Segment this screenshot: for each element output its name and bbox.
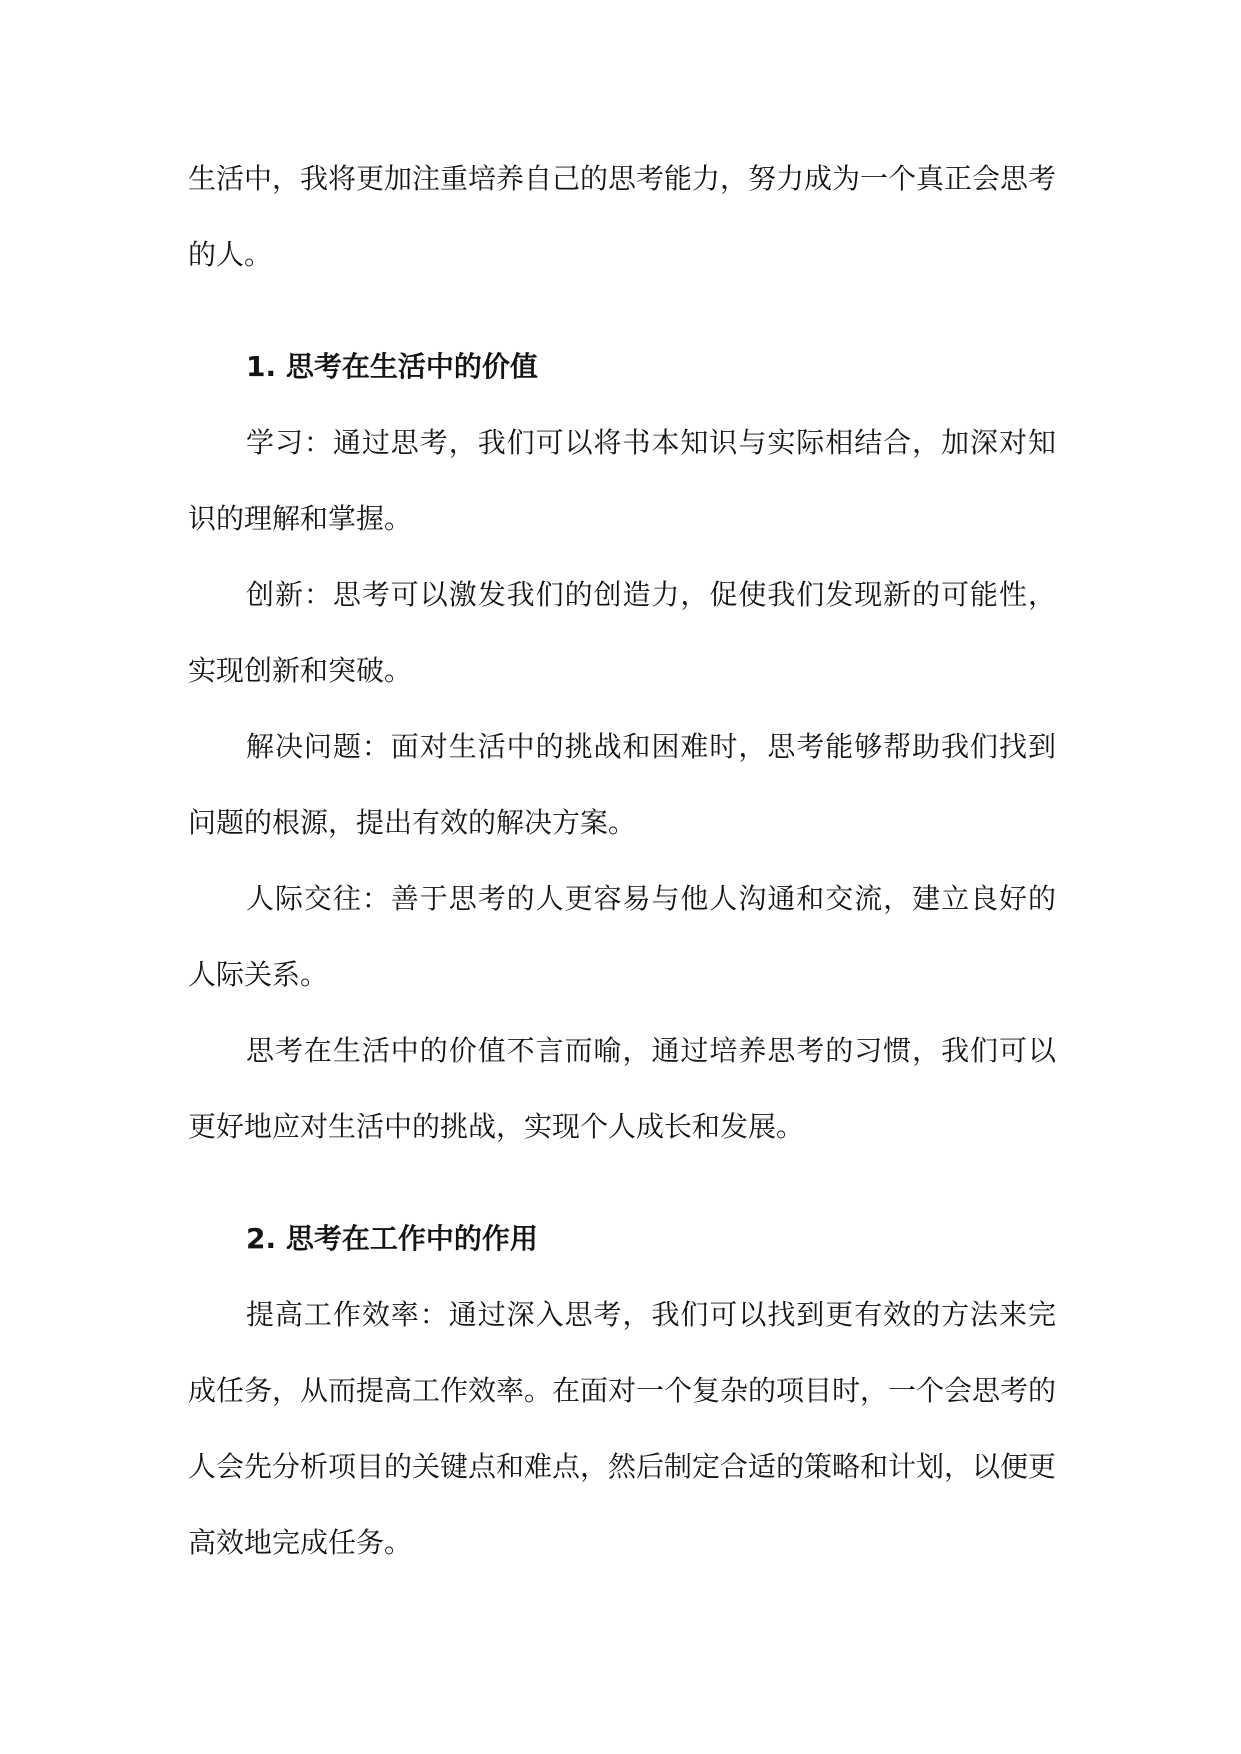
section1-paragraph-innovation: 创新：思考可以激发我们的创造力，促使我们发现新的可能性，实现创新和突破。: [188, 578, 1056, 687]
section1-heading: 1. 思考在生活中的价值: [246, 350, 538, 383]
section1-paragraph-problem-solving: 解决问题：面对生活中的挑战和困难时，思考能够帮助我们找到问题的根源，提出有效的解决方案。: [188, 730, 1056, 839]
section1-paragraph-summary: 思考在生活中的价值不言而喻，通过培养思考的习惯，我们可以更好地应对生活中的挑战，实现个人成长和发展。: [188, 1034, 1056, 1143]
intro-paragraph: 生活中，我将更加注重培养自己的思考能力，努力成为一个真正会思考的人。: [188, 162, 1057, 271]
section1-paragraph-interpersonal: 人际交往：善于思考的人更容易与他人沟通和交流，建立良好的人际关系。: [188, 882, 1056, 991]
section-spacer: [188, 1165, 1056, 1201]
section1-paragraph-learning: 学习：通过思考，我们可以将书本知识与实际相结合，加深对知识的理解和掌握。: [188, 426, 1056, 535]
section2-paragraph-efficiency: 提高工作效率：通过深入思考，我们可以找到更有效的方法来完成任务，从而提高工作效率。在面对一个复杂的项目时，一个会思考的人会先分析项目的关键点和难点，然后制定合适的策略和计划，以便更高效地完成任务。: [188, 1298, 1057, 1559]
section-spacer: [188, 293, 1056, 329]
document-body: [188, 141, 1056, 1581]
section2-heading: 2. 思考在工作中的作用: [246, 1222, 538, 1255]
